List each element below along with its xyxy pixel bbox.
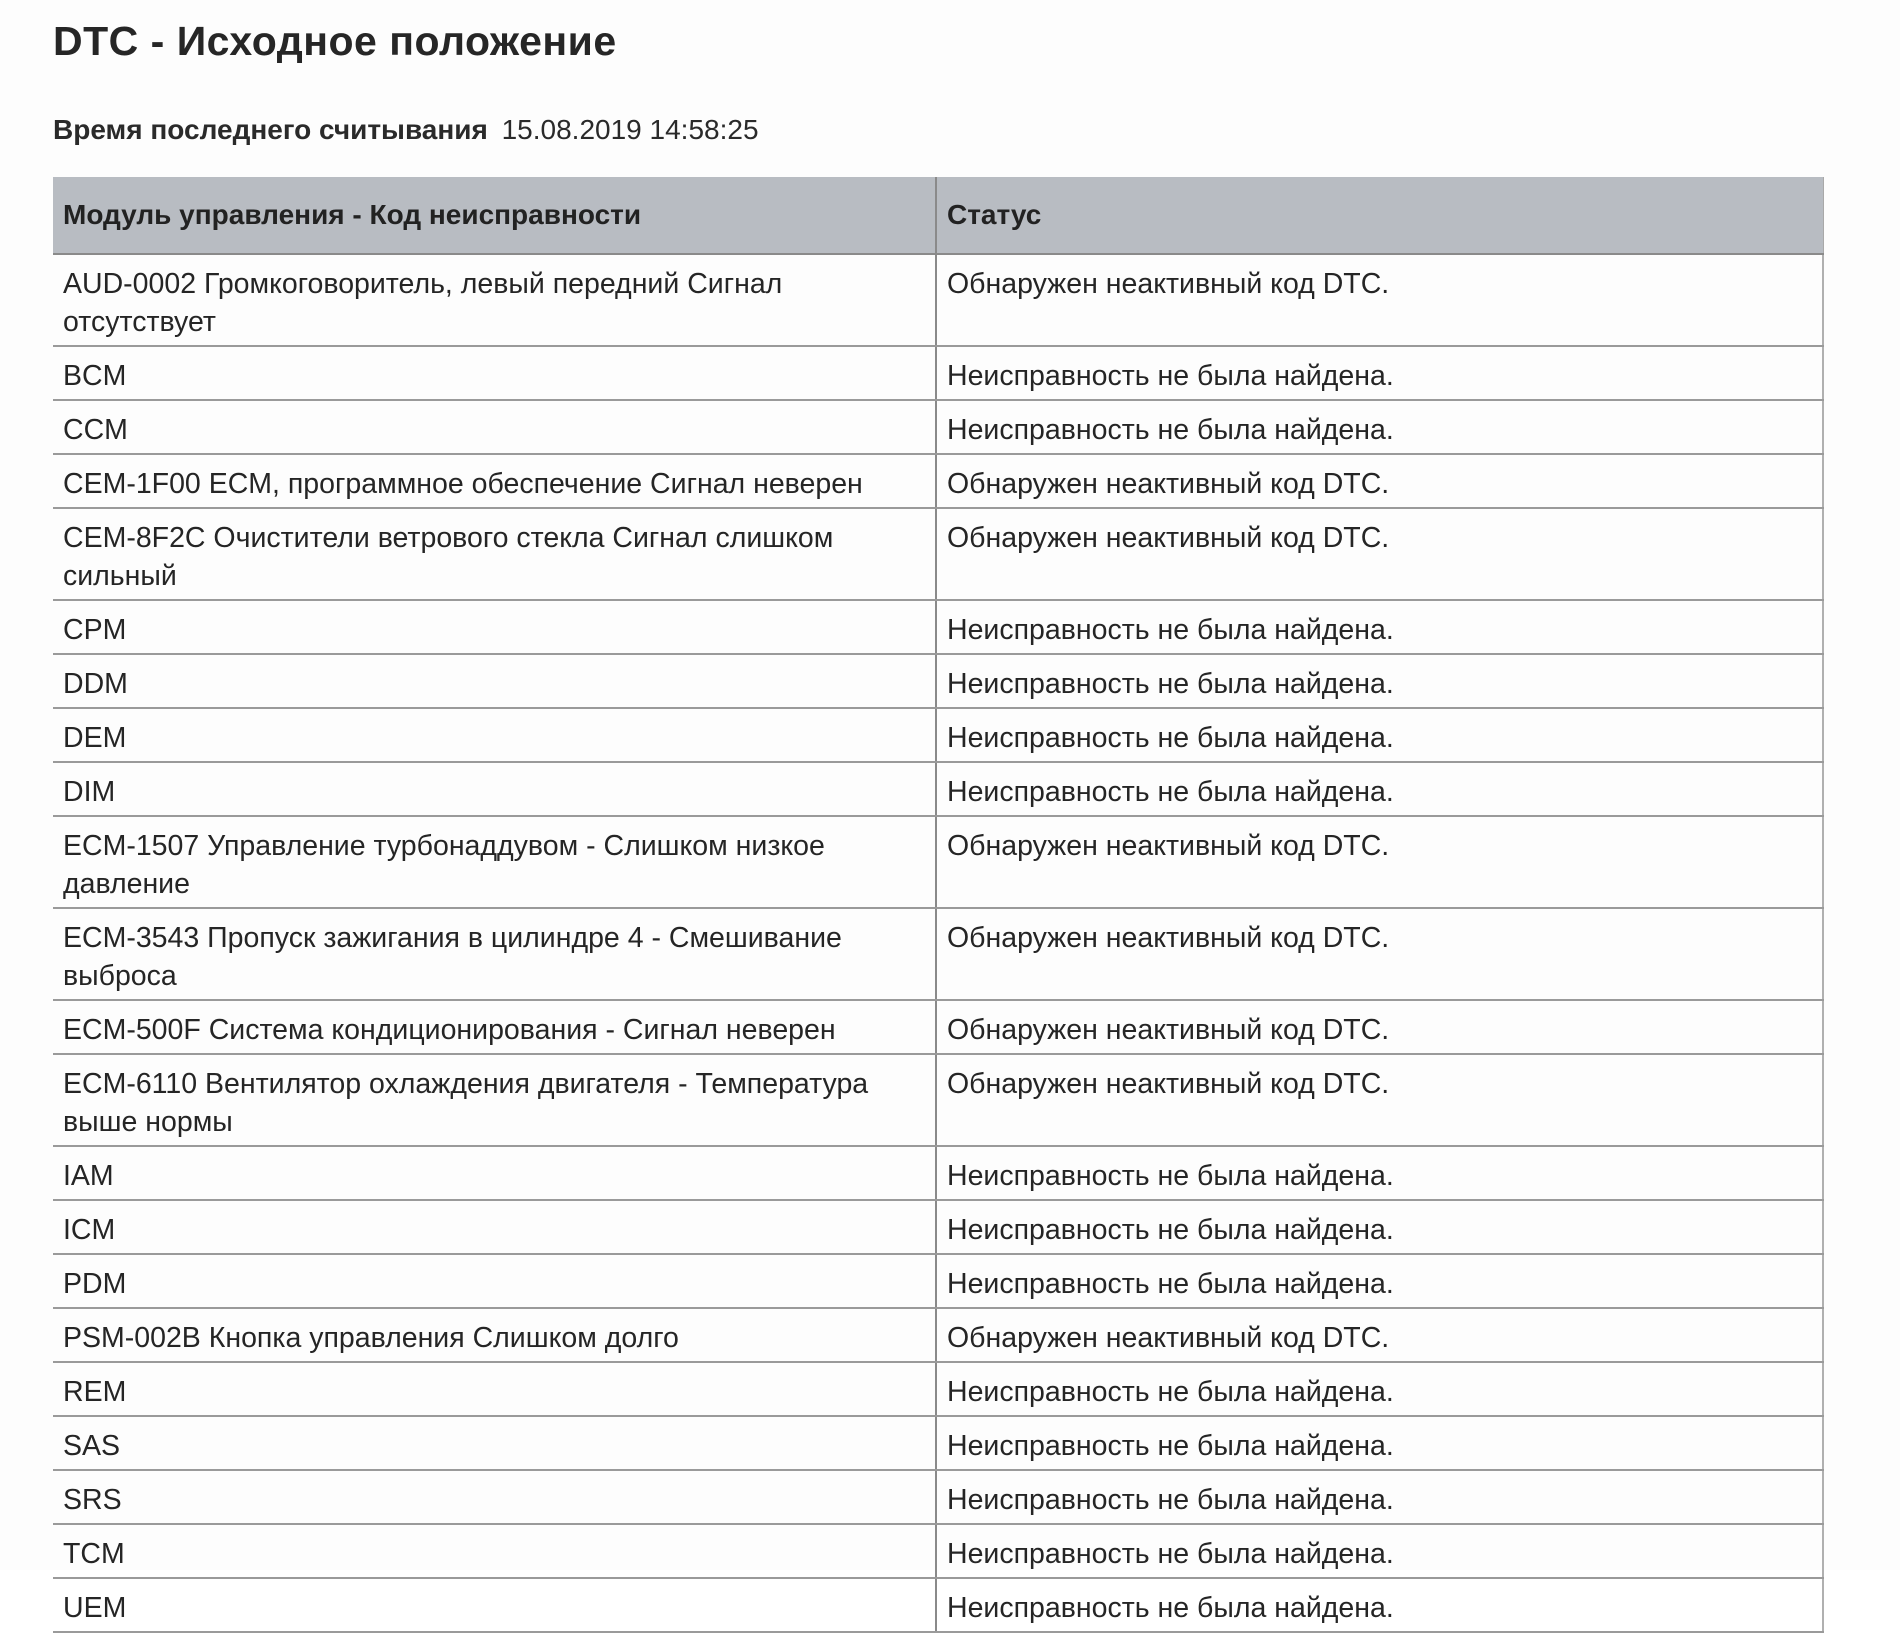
- status-cell: Неисправность не была найдена.: [936, 346, 1823, 400]
- module-code-cell: IAM: [53, 1146, 936, 1200]
- table-row: [53, 1146, 1823, 1200]
- table-row: [53, 708, 1823, 762]
- table-row: [53, 1200, 1823, 1254]
- table-row: [53, 254, 1823, 346]
- status-cell: Неисправность не была найдена.: [936, 1524, 1823, 1578]
- table-row: [53, 762, 1823, 816]
- status-cell: Обнаружен неактивный код DTC.: [936, 508, 1823, 600]
- table-row: [53, 346, 1823, 400]
- module-code-cell: DDM: [53, 654, 936, 708]
- module-code-cell: REM: [53, 1362, 936, 1416]
- status-cell: Обнаружен неактивный код DTC.: [936, 454, 1823, 508]
- module-code-cell: DEM: [53, 708, 936, 762]
- module-code-cell: CPM: [53, 600, 936, 654]
- module-code-cell: PSM-002B Кнопка управления Слишком долго: [53, 1308, 936, 1362]
- table-row: [53, 1000, 1823, 1054]
- table-row: [53, 1470, 1823, 1524]
- status-column-header: Статус: [936, 177, 1823, 254]
- status-cell: Обнаружен неактивный код DTC.: [936, 1000, 1823, 1054]
- module-code-cell: ECM-500F Система кондиционирования - Сигнал неверен: [53, 1000, 936, 1054]
- status-cell: Обнаружен неактивный код DTC.: [936, 254, 1823, 346]
- status-cell: Неисправность не была найдена.: [936, 1362, 1823, 1416]
- table-row: [53, 508, 1823, 600]
- module-code-cell: CEM-8F2C Очистители ветрового стекла Сигнал слишком сильный: [53, 508, 936, 600]
- status-cell: Обнаружен неактивный код DTC.: [936, 1308, 1823, 1362]
- status-cell: Неисправность не была найдена.: [936, 1254, 1823, 1308]
- status-cell: Обнаружен неактивный код DTC.: [936, 816, 1823, 908]
- status-cell: Неисправность не была найдена.: [936, 1416, 1823, 1470]
- status-cell: Неисправность не была найдена.: [936, 400, 1823, 454]
- module-code-cell: SRS: [53, 1470, 936, 1524]
- status-cell: Обнаружен неактивный код DTC.: [936, 908, 1823, 1000]
- last-read-time: [53, 114, 759, 146]
- page-title: DTC - Исходное положение: [53, 18, 617, 64]
- table-row: [53, 1362, 1823, 1416]
- status-cell: Неисправность не была найдена.: [936, 1470, 1823, 1524]
- table-row: [53, 1054, 1823, 1146]
- table-row: [53, 1254, 1823, 1308]
- table-row: [53, 454, 1823, 508]
- module-code-cell: TCM: [53, 1524, 936, 1578]
- table-row: [53, 1416, 1823, 1470]
- status-cell: Неисправность не была найдена.: [936, 708, 1823, 762]
- status-cell: Неисправность не была найдена.: [936, 654, 1823, 708]
- status-cell: Неисправность не была найдена.: [936, 600, 1823, 654]
- table-row: [53, 1308, 1823, 1362]
- dtc-table: [53, 177, 1824, 1633]
- module-code-cell: CEM-1F00 ECM, программное обеспечение Сигнал неверен: [53, 454, 936, 508]
- read-time-value: 15.08.2019 14:58:25: [501, 114, 759, 145]
- table-row: [53, 654, 1823, 708]
- module-code-cell: ECM-3543 Пропуск зажигания в цилиндре 4 - Смешивание выброса: [53, 908, 936, 1000]
- module-code-cell: AUD-0002 Громкоговоритель, левый передний Сигнал отсутствует: [53, 254, 936, 346]
- module-code-cell: SAS: [53, 1416, 936, 1470]
- module-code-cell: UEM: [53, 1578, 936, 1632]
- status-cell: Неисправность не была найдена.: [936, 1200, 1823, 1254]
- status-cell: Неисправность не была найдена.: [936, 1146, 1823, 1200]
- table-header-row: [53, 177, 1823, 254]
- module-code-cell: PDM: [53, 1254, 936, 1308]
- status-cell: Обнаружен неактивный код DTC.: [936, 1054, 1823, 1146]
- module-column-header: Модуль управления - Код неисправности: [53, 177, 936, 254]
- table-row: [53, 908, 1823, 1000]
- module-code-cell: CCM: [53, 400, 936, 454]
- table-row: [53, 816, 1823, 908]
- status-cell: Неисправность не была найдена.: [936, 762, 1823, 816]
- table-row: [53, 1578, 1823, 1632]
- table-row: [53, 400, 1823, 454]
- module-code-cell: BCM: [53, 346, 936, 400]
- read-time-label: Время последнего считывания: [53, 114, 488, 145]
- module-code-cell: DIM: [53, 762, 936, 816]
- status-cell: Неисправность не была найдена.: [936, 1578, 1823, 1632]
- module-code-cell: ECM-6110 Вентилятор охлаждения двигателя - Температура выше нормы: [53, 1054, 936, 1146]
- table-row: [53, 600, 1823, 654]
- module-code-cell: ICM: [53, 1200, 936, 1254]
- module-code-cell: ECM-1507 Управление турбонаддувом - Слишком низкое давление: [53, 816, 936, 908]
